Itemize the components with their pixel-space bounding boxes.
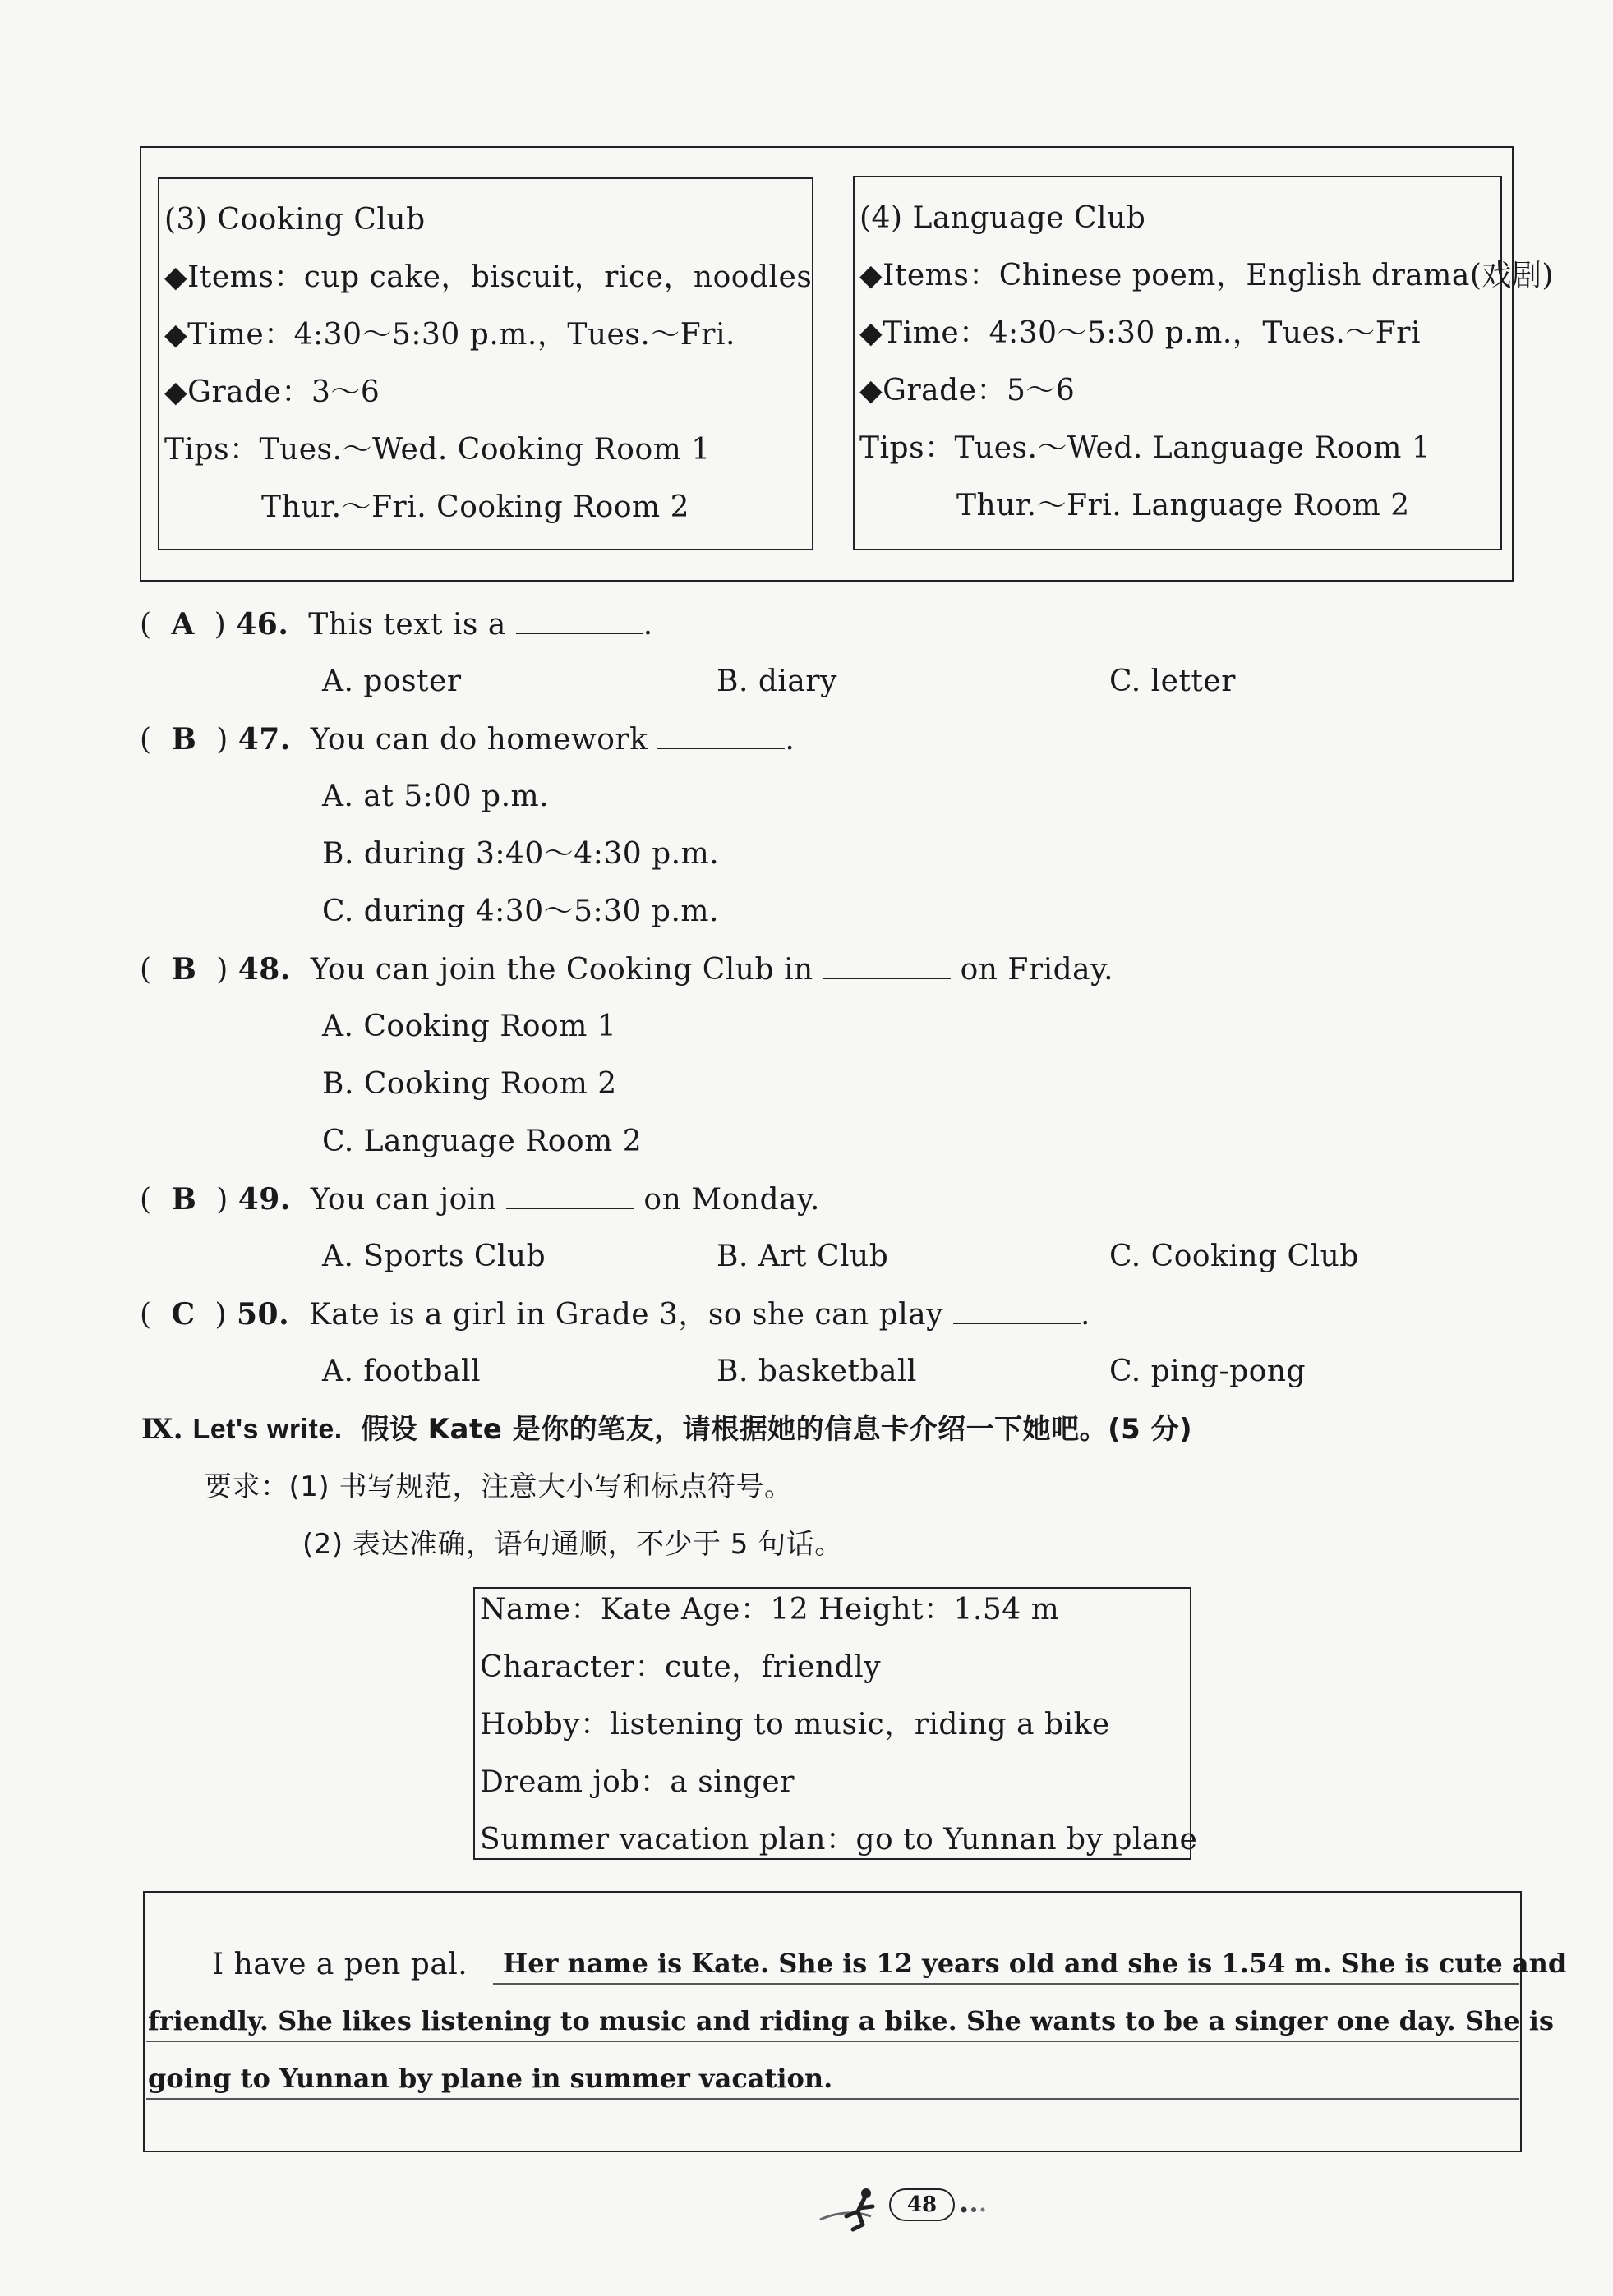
answer-49: B [171, 1182, 197, 1217]
question-stem-end: . [1080, 1298, 1090, 1332]
option-47-c: C. during 4:30～5:30 p.m. [322, 895, 719, 928]
requirement-2: (2) 表达准确，语句通顺，不少于 5 句话。 [302, 1528, 843, 1561]
answer-blank [657, 723, 785, 749]
question-stem-end: . [785, 723, 795, 757]
answer-blank [953, 1298, 1081, 1324]
requirement-1: 要求：(1) 书写规范，注意大小写和标点符号。 [204, 1470, 793, 1503]
answer-46: A [171, 607, 195, 642]
question-stem: You can do homework [310, 723, 648, 757]
question-number: 50. [236, 1297, 290, 1332]
footer-dots [960, 2202, 993, 2210]
option-48-b: B. Cooking Room 2 [322, 1067, 617, 1101]
answer-50: C [171, 1297, 196, 1332]
answer-48: B [171, 952, 197, 987]
cooking-club-items: ◆Items：cup cake，biscuit，rice，noodles [164, 260, 813, 294]
option-48-c: C. Language Room 2 [322, 1125, 643, 1158]
question-48: ( B ) 48. You can join the Cooking Club in on Friday. [140, 952, 1114, 987]
section-title-en: Let's write. [192, 1414, 343, 1445]
cooking-club-grade: ◆Grade：3～6 [164, 375, 380, 409]
question-number: 47. [237, 722, 291, 757]
answer-blank [823, 953, 951, 979]
question-stem: You can join [310, 1183, 497, 1217]
answer-blank [506, 1183, 634, 1209]
question-number: 49. [237, 1182, 291, 1217]
option-49-a: A. Sports Club [322, 1240, 546, 1273]
question-47: ( B ) 47. You can do homework . [140, 722, 795, 757]
answer-paren: ( [140, 608, 172, 642]
question-stem: This text is a [308, 608, 506, 642]
language-club-time: ◆Time：4:30～5:30 p.m.，Tues.～Fri [859, 316, 1421, 350]
option-47-b: B. during 3:40～4:30 p.m. [322, 837, 720, 871]
option-49-c: C. Cooking Club [1109, 1240, 1359, 1273]
writing-rule-1 [493, 1983, 1519, 1985]
question-stem: Kate is a girl in Grade 3，so she can play [309, 1298, 944, 1332]
question-46: ( A ) 46. This text is a . [140, 607, 653, 642]
question-stem-end: on Friday. [960, 953, 1114, 987]
info-card-line-character: Character：cute，friendly [480, 1650, 882, 1684]
option-49-b: B. Art Club [717, 1240, 889, 1273]
question-50: ( C ) 50. Kate is a girl in Grade 3，so she can play . [140, 1297, 1090, 1332]
question-number: 46. [236, 607, 289, 642]
cooking-club-time: ◆Time：4:30～5:30 p.m.，Tues.～Fri. [164, 318, 735, 352]
writing-rule-3 [146, 2098, 1519, 2100]
info-card-line-hobby: Hobby：listening to music，riding a bike [480, 1708, 1110, 1742]
option-48-a: A. Cooking Room 1 [322, 1010, 617, 1043]
section-number: Ⅸ. [141, 1413, 184, 1446]
option-50-c: C. ping-pong [1109, 1355, 1307, 1388]
writing-answer-line-1: Her name is Kate. She is 12 years old and she is 1.54 m. She is cute and [503, 1948, 1567, 1979]
page-number-badge [889, 2188, 955, 2221]
writing-opening: I have a pen pal. [212, 1948, 468, 1981]
question-stem-end: . [643, 608, 653, 642]
answer-47: B [171, 722, 197, 757]
info-card-line-dream-job: Dream job：a singer [480, 1765, 795, 1799]
language-club-grade: ◆Grade：5～6 [859, 374, 1076, 407]
cooking-club-title: (3) Cooking Club [164, 203, 426, 237]
question-number: 48. [237, 952, 291, 987]
option-46-a: A. poster [322, 665, 462, 698]
option-50-b: B. basketball [717, 1355, 917, 1388]
option-46-c: C. letter [1109, 665, 1236, 698]
option-47-a: A. at 5:00 p.m. [322, 780, 550, 813]
language-club-tips2: Thur.～Fri. Language Room 2 [956, 489, 1410, 522]
cooking-club-tips1: Tips：Tues.～Wed. Cooking Room 1 [164, 433, 711, 467]
language-club-tips1: Tips：Tues.～Wed. Language Room 1 [859, 431, 1431, 465]
section-ix-heading [141, 1411, 1192, 1447]
question-stem: You can join the Cooking Club in [310, 953, 813, 987]
option-50-a: A. football [322, 1355, 482, 1388]
cooking-club-tips2: Thur.～Fri. Cooking Room 2 [261, 490, 689, 524]
writing-answer-line-2: friendly. She likes listening to music and riding a bike. She wants to be a singer one day. She is [148, 2005, 1554, 2036]
answer-blank [516, 608, 643, 634]
page-number: 48 [906, 2192, 938, 2217]
info-card-line-name: Name：Kate Age：12 Height：1.54 m [480, 1593, 1060, 1627]
language-club-title: (4) Language Club [859, 201, 1146, 235]
language-club-items: ◆Items：Chinese poem，English drama(戏剧) [859, 259, 1554, 292]
writing-rule-2 [146, 2041, 1519, 2042]
writing-answer-line-3: going to Yunnan by plane in summer vacation. [148, 2063, 833, 2094]
question-stem-end: on Monday. [643, 1183, 820, 1217]
question-49: ( B ) 49. You can join on Monday. [140, 1182, 820, 1217]
info-card-line-vacation: Summer vacation plan：go to Yunnan by plane [480, 1823, 1198, 1857]
option-46-b: B. diary [717, 665, 837, 698]
section-instructions: 假设 Kate 是你的笔友，请根据她的信息卡介绍一下她吧。(5 分) [361, 1413, 1193, 1446]
